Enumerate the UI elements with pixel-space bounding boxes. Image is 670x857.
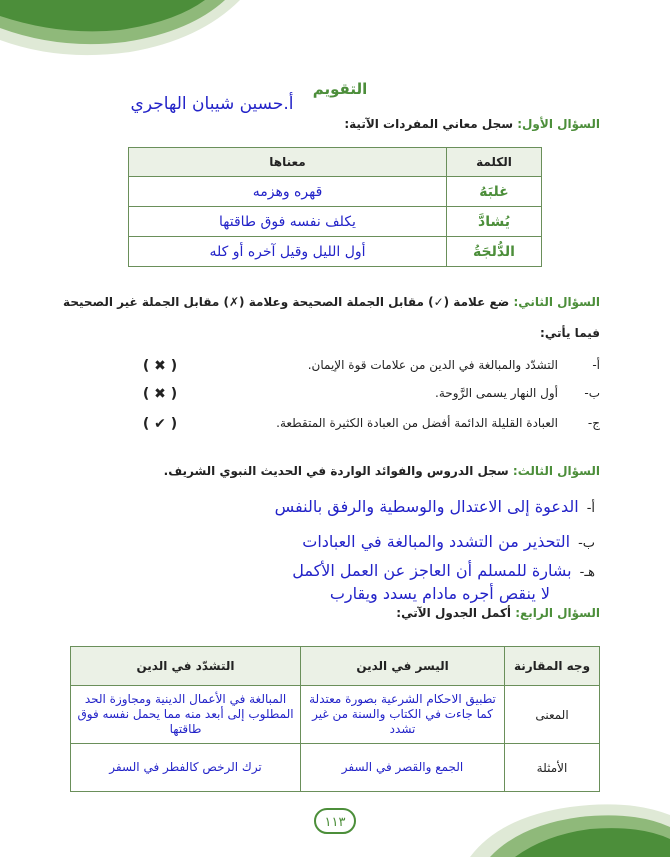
- row-header: الأمثلة: [505, 744, 600, 792]
- ease-cell: تطبيق الاحكام الشرعية بصورة معتدلة كما جاءت في الكتاب والسنة من غير تشدد: [301, 686, 505, 744]
- true-false-item: [130, 386, 600, 408]
- question-4-text: أكمل الجدول الآتي:: [396, 606, 512, 620]
- item-letter: أ-: [586, 501, 595, 516]
- vocab-meaning: قهره وهزمه: [129, 177, 447, 207]
- col-strict: التشدّد في الدين: [71, 647, 301, 686]
- item-letter: ج-: [587, 416, 600, 430]
- page-title: التقويم: [312, 80, 368, 98]
- col-compare: وجه المقارنة: [505, 647, 600, 686]
- strict-cell: ترك الرخص كالفطر في السفر: [71, 744, 301, 792]
- table-row: [129, 177, 542, 207]
- question-2-label: السؤال الثاني:: [513, 295, 600, 309]
- true-false-item: [130, 416, 600, 438]
- item-statement: أول النهار يسمى الرَّوحة.: [435, 386, 558, 400]
- lesson-item: [302, 532, 595, 551]
- bottom-right-ornament: [470, 797, 670, 857]
- lesson-text: بشارة للمسلم أن العاجز عن العمل الأكمل: [292, 561, 572, 580]
- vocab-word: يُشادَّ: [447, 207, 542, 237]
- lesson-continuation: لا ينقص أجره مادام يسدد ويقارب: [329, 584, 550, 603]
- question-1-label: السؤال الأول:: [517, 117, 600, 131]
- col-ease: اليسر في الدين: [301, 647, 505, 686]
- item-statement: التشدّد والمبالغة في الدين من علامات قوة الإيمان.: [307, 358, 558, 372]
- vocab-meaning: أول الليل وقيل آخره أو كله: [129, 237, 447, 267]
- lesson-text: التحذير من التشدد والمبالغة في العبادات: [302, 532, 571, 551]
- lesson-text: الدعوة إلى الاعتدال والوسطية والرفق بالنفس: [274, 497, 579, 516]
- table-row: [129, 237, 542, 267]
- page-number: ١١٣: [324, 815, 346, 830]
- row-header: المعنى: [505, 686, 600, 744]
- item-letter: أ-: [592, 358, 600, 372]
- lesson-item: [292, 561, 595, 580]
- question-1: [60, 117, 600, 131]
- col-meaning: معناها: [129, 148, 447, 177]
- ease-cell: الجمع والقصر في السفر: [301, 744, 505, 792]
- top-left-ornament: [0, 0, 240, 60]
- item-letter: ب-: [584, 386, 600, 400]
- item-letter: هـ-: [579, 565, 595, 580]
- question-3: [60, 464, 600, 478]
- vocab-word: غلبَهُ: [447, 177, 542, 207]
- vocabulary-table: [128, 147, 542, 267]
- cross-mark-icon: ( ✖ ): [142, 358, 178, 374]
- table-row: [71, 744, 600, 792]
- cross-mark-icon: ( ✖ ): [142, 386, 178, 402]
- strict-cell: المبالغة في الأعمال الدينية ومجاوزة الحد المطلوب إلى أبعد منه مما يحمل نفسه فوق طاقتها: [71, 686, 301, 744]
- vocab-word: الدُّلجَةُ: [447, 237, 542, 267]
- item-statement: العبادة القليلة الدائمة أفضل من العبادة الكثيرة المتقطعة.: [276, 416, 558, 430]
- question-1-text: سجل معاني المفردات الآتية:: [344, 117, 514, 131]
- question-4: [60, 606, 600, 620]
- question-4-label: السؤال الرابع:: [515, 606, 600, 620]
- vocab-meaning: يكلف نفسه فوق طاقتها: [129, 207, 447, 237]
- question-2-text: ضع علامة (✓) مقابل الجملة الصحيحة وعلامة (✗) مقابل الجملة غير الصحيحة فيما يأتي:: [63, 295, 600, 340]
- col-word: الكلمة: [447, 148, 542, 177]
- author-name: أ.حسين شيبان الهاجري: [130, 94, 294, 114]
- lesson-item: [275, 497, 595, 516]
- item-letter: ب-: [578, 536, 595, 551]
- question-3-label: السؤال الثالث:: [512, 464, 600, 478]
- check-mark-icon: ( ✔ ): [142, 416, 178, 432]
- table-row: [129, 207, 542, 237]
- table-row: [71, 686, 600, 744]
- page-number-badge: [312, 806, 358, 836]
- question-2: [60, 287, 600, 349]
- true-false-item: [130, 358, 600, 380]
- question-3-text: سجل الدروس والفوائد الواردة في الحديث النبوي الشريف.: [163, 464, 509, 478]
- comparison-table: [70, 646, 600, 792]
